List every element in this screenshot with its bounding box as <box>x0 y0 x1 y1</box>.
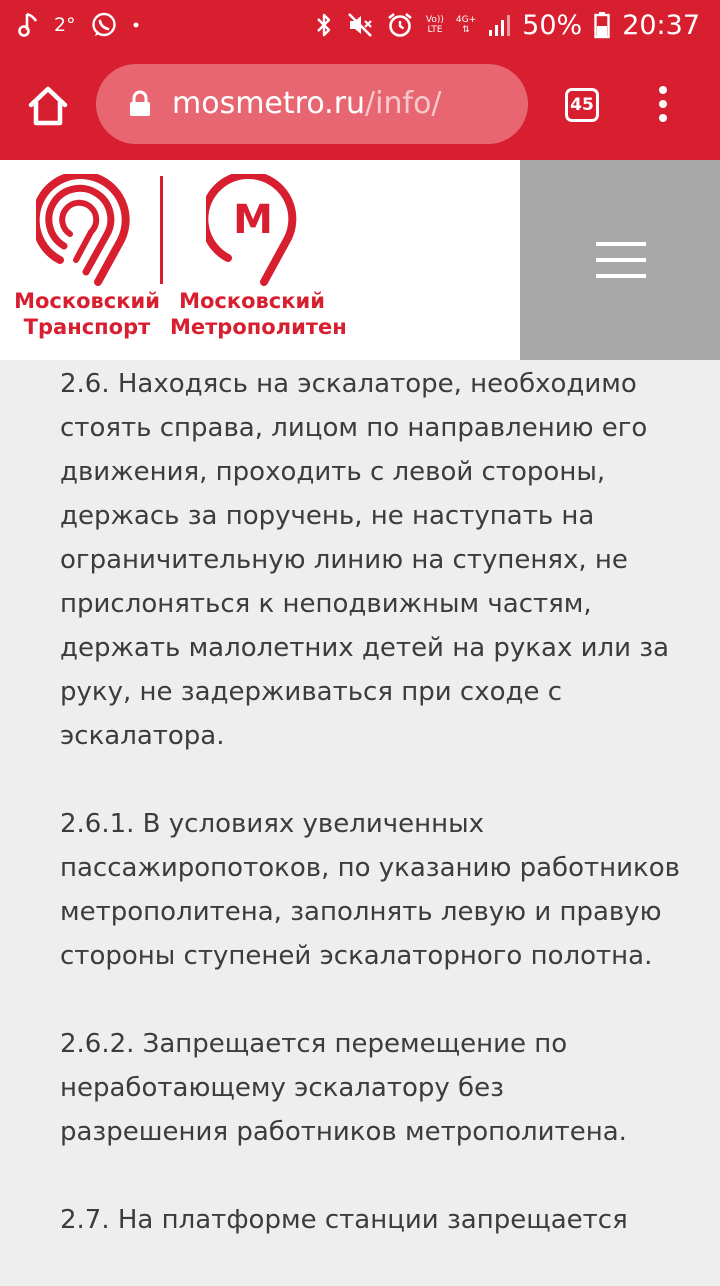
url-host: mosmetro.ru <box>172 86 366 121</box>
lte-label: LTE <box>427 25 443 35</box>
hamburger-icon <box>596 242 646 278</box>
home-icon <box>24 82 72 130</box>
status-bar-left <box>18 0 154 50</box>
url-text <box>172 64 442 144</box>
moscow-transport-logo-icon <box>36 174 134 286</box>
volte-indicator <box>426 15 444 35</box>
url-path: /info/ <box>365 86 442 121</box>
network-indicator <box>456 15 476 35</box>
logos[interactable] <box>0 160 520 360</box>
site-menu-button[interactable] <box>520 160 720 360</box>
status-bar <box>0 0 720 50</box>
status-bar-right <box>302 0 700 50</box>
battery-icon <box>594 11 610 39</box>
moscow-metro-logo-text <box>170 288 347 340</box>
signal-icon <box>488 13 510 37</box>
moscow-transport-logo-text <box>12 288 162 340</box>
paragraph-2-6: 2.6. Находясь на эскалаторе, необходимо стоять справа, лицом по направлению его движения, проходить с левой стороны, держась за поручень, не наступать на ограничительную линию на ступенях, не прислоняться к неподвижным частям, держать малолетних детей на руках или за руку, не задерживаться при сходе с эскалатора. <box>60 369 670 751</box>
lock-icon <box>128 90 152 118</box>
notification-dot-icon <box>132 21 140 29</box>
home-button[interactable] <box>24 82 72 130</box>
volte-label: Vo)) <box>425 15 444 25</box>
menu-dot-icon <box>659 86 667 94</box>
temperature-text: 2° <box>54 14 76 36</box>
whatsapp-icon <box>90 11 118 39</box>
transport-logo-line2: Транспорт <box>23 315 151 339</box>
article-content <box>60 362 680 1286</box>
browser-menu-button[interactable] <box>650 84 678 124</box>
alarm-icon <box>386 11 414 39</box>
mute-icon <box>346 11 374 39</box>
data-arrows-icon: ⇅ <box>462 25 470 35</box>
transport-logo-line1: Московский <box>14 289 160 313</box>
metro-logo-letter: М <box>233 197 273 243</box>
tab-switcher-button[interactable]: 45 <box>565 88 599 122</box>
menu-dot-icon <box>659 100 667 108</box>
url-bar[interactable] <box>96 64 528 144</box>
clock-time: 20:37 <box>622 9 700 41</box>
paragraph-2-7: 2.7. На платформе станции запрещается <box>60 1205 628 1235</box>
bluetooth-icon <box>314 11 334 39</box>
metro-logo-line1: Московский <box>179 289 325 313</box>
logo-divider <box>160 176 163 284</box>
battery-percent: 50% <box>522 9 583 41</box>
menu-dot-icon <box>659 114 667 122</box>
network-type-label: 4G+ <box>455 15 477 25</box>
music-note-icon <box>18 12 40 38</box>
browser-toolbar <box>0 50 720 160</box>
paragraph-2-6-2: 2.6.2. Запрещается перемещение по неработающему эскалатору без разрешения работников метрополитена. <box>60 1029 627 1147</box>
metro-logo-line2: Метрополитен <box>170 315 347 339</box>
site-header <box>0 160 720 360</box>
paragraph-2-6-1: 2.6.1. В условиях увеличенных пассажиропотоков, по указанию работников метрополитена, заполнять левую и правую стороны ступеней эскалаторного полотна. <box>60 809 680 971</box>
